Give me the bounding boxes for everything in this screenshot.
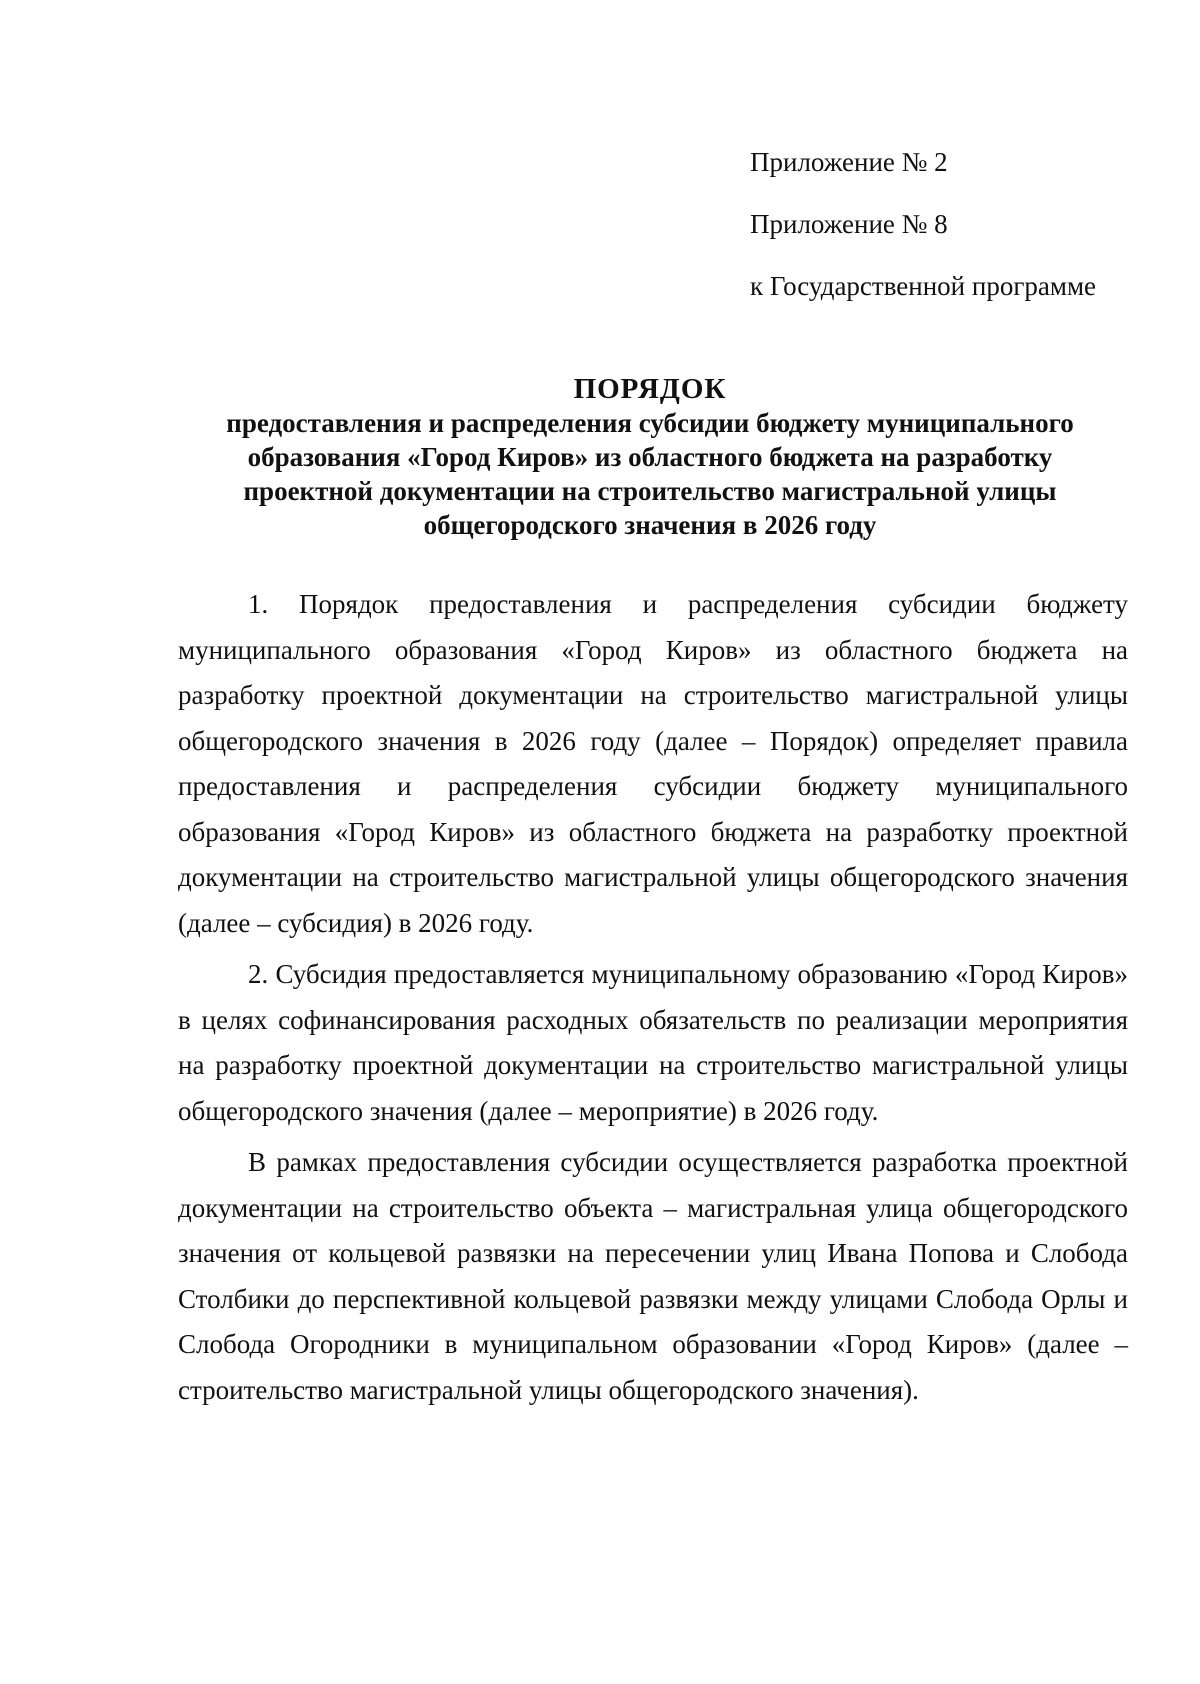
attachment-number-8: Приложение № 8 bbox=[750, 209, 948, 239]
paragraph-1: 1. Порядок предоставления и распределения субсидии бюджету муниципального образования «Город Киров» из областного бюджета на разработку проектной документации на строительство магистральной улицы общегородского значения в 2026 году (далее – Порядок) определяет правила предоставления и распределения субсидии бюджету муниципального образования «Город Киров» из областного бюджета на разработку проектной документации на строительство магистральной улицы общегородского значения (далее – субсидия) в 2026 году. bbox=[178, 589, 1128, 938]
title-line: образования «Город Киров» из областного бюджета на разработку bbox=[247, 442, 1053, 472]
title-line: проектной документации на строительство магистральной улицы bbox=[243, 476, 1057, 506]
title-line: предоставления и распределения субсидии бюджету муниципального bbox=[226, 408, 1074, 438]
paragraph-3: В рамках предоставления субсидии осуществляется разработка проектной документации на строительство объекта – магистральная улица общегородского значения от кольцевой развязки на пересечении улиц Ивана Попова и Слобода Столбики до перспективной кольцевой развязки между улицами Слобода Орлы и Слобода Огородники в муниципальном образовании «Город Киров» (далее – строительство магистральной улицы общегородского значения). bbox=[178, 1147, 1128, 1405]
document-title bbox=[160, 372, 1140, 542]
attachment-header bbox=[750, 146, 1170, 332]
document-body bbox=[178, 582, 1128, 1419]
paragraph-2: 2. Субсидия предоставляется муниципальному образованию «Город Киров» в целях софинансирования расходных обязательств по реализации мероприятия на разработку проектной документации на строительство магистральной улицы общегородского значения (далее – мероприятие) в 2026 году. bbox=[178, 959, 1128, 1126]
title-main: ПОРЯДОК bbox=[573, 373, 727, 405]
attachment-number-2: Приложение № 2 bbox=[750, 147, 948, 177]
title-line: общегородского значения в 2026 году bbox=[423, 510, 877, 540]
attachment-program-ref: к Государственной программе bbox=[750, 271, 1097, 301]
